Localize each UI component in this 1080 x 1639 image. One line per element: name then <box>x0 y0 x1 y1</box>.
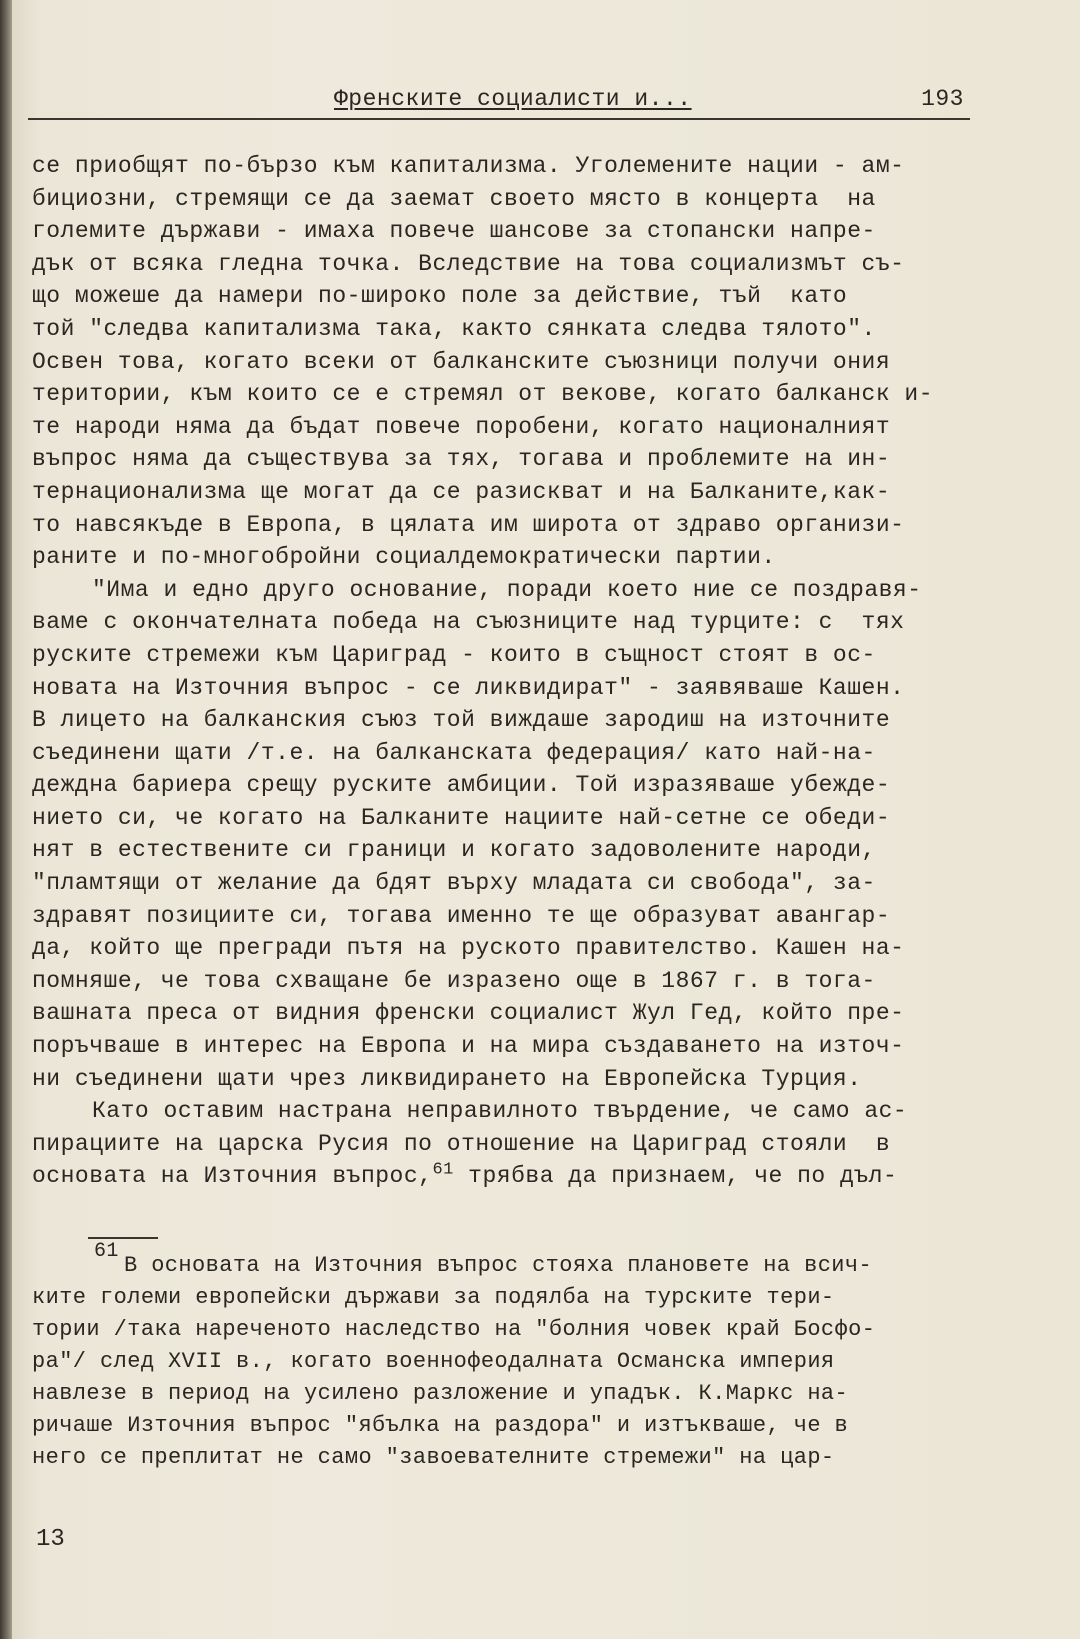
footnote <box>32 1240 992 1474</box>
book-binding-edge <box>0 0 12 1639</box>
text-line: В лицето на балканския съюз той виждаше зародиш на източните <box>32 707 891 734</box>
text-line: пирациите на царска Русия по отношение на Цариград стояли в <box>32 1130 891 1157</box>
footnote-line: ра"/ след XVII в., когато военнофеодалната Османска империя <box>32 1349 835 1374</box>
footnote-line: навлезе в период на усилено разложение и упадък. К.Маркс на- <box>32 1381 849 1406</box>
text-line <box>32 1160 992 1193</box>
footnote-line <box>32 1240 992 1282</box>
text-line: бициозни, стремящи се да заемат своето място в концерта на <box>32 185 876 212</box>
text-line: то навсякъде в Европа, в цялата им широта от здраво организи- <box>32 511 905 538</box>
text-line: деждна бариера срещу руските амбиции. Той изразяваше убежде- <box>32 772 891 799</box>
page-number: 193 <box>921 86 964 112</box>
text-fragment: основата на Източния въпрос, <box>32 1163 433 1190</box>
footnote-line: тории /така нареченото наследство на "болния човек край Босфо- <box>32 1317 876 1342</box>
text-line: що можеше да намери по-широко поле за действие, тъй като <box>32 283 848 310</box>
footnote-line: него се преплитат не само "завоевателните стремежи" на цар- <box>32 1445 835 1470</box>
footnote-text: В основата на Източния въпрос стояха плановете на всич- <box>124 1253 873 1278</box>
text-line: вашната преса от видния френски социалист Жул Гед, който пре- <box>32 1000 905 1027</box>
text-line: раните и по-многобройни социалдемократически партии. <box>32 544 776 571</box>
text-line: въпрос няма да съществува за тях, тогава и проблемите на ин- <box>32 446 891 473</box>
footnote-line: ричаше Източния въпрос "ябълка на раздора" и изтъкваше, че в <box>32 1413 849 1438</box>
running-title: Френските социалисти и... <box>334 86 692 112</box>
footnote-reference[interactable]: 61 <box>432 1160 454 1180</box>
text-line: помняше, че това схващане бе изразено още в 1867 г. в тога- <box>32 967 876 994</box>
text-line: той "следва капитализма така, както сянката следва тялото". <box>32 315 876 342</box>
text-line: здравят позициите си, тогава именно те ще образуват авангар- <box>32 902 891 929</box>
text-line: да, който ще прегради пътя на руското правителство. Кашен на- <box>32 935 905 962</box>
text-line: те народи няма да бъдат повече поробени, когато националният <box>32 413 891 440</box>
paragraph-start-line: "Има и едно друго основание, поради което ние се поздравя- <box>92 576 922 603</box>
printer-signature-mark: 13 <box>36 1526 65 1553</box>
text-line: ни съединени щати чрез ликвидирането на Европейска Турция. <box>32 1065 862 1092</box>
text-line: се приобщят по-бързо към капитализма. Уголемените нации - ам- <box>32 153 905 179</box>
text-line: Освен това, когато всеки от балканските съюзници получи ония <box>32 348 891 375</box>
page-header <box>28 86 970 120</box>
text-line: територии, към които се е стремял от векове, когато балканск и- <box>32 381 934 408</box>
text-line: големите държави - имаха повече шансове за стопански напре- <box>32 218 876 245</box>
text-line: ваме с окончателната победа на съюзниците над турците: с тях <box>32 609 905 636</box>
text-line: дък от всяка гледна точка. Вследствие на това социализмът съ- <box>32 250 905 277</box>
text-line: съединени щати /т.е. на балканската федерация/ като най-на- <box>32 739 876 766</box>
footnote-number: 61 <box>94 1240 119 1263</box>
footnote-line: ките големи европейски държави за подялба на турските тери- <box>32 1285 835 1310</box>
text-line: тернационализма ще могат да се разискват и на Балканите,как- <box>32 478 891 505</box>
text-line: поръчваше в интерес на Европа и на мира създаването на източ- <box>32 1033 905 1060</box>
body-text <box>32 150 992 1193</box>
text-fragment: трябва да признаем, че по дъл- <box>453 1163 898 1190</box>
paragraph-start-line: Като оставим настрана неправилното твърдение, че само ас- <box>92 1098 908 1125</box>
text-line: руските стремежи към Цариград - които в същност стоят в ос- <box>32 641 876 668</box>
text-line: "пламтящи от желание да бдят върху младата си свобода", за- <box>32 870 876 897</box>
text-line: нието си, че когато на Балканите нациите най-сетне се обеди- <box>32 804 891 831</box>
text-line: нят в естествените си граници и когато задоволените народи, <box>32 837 876 864</box>
text-line: новата на Източния въпрос - се ликвидират" - заявяваше Кашен. <box>32 674 905 701</box>
